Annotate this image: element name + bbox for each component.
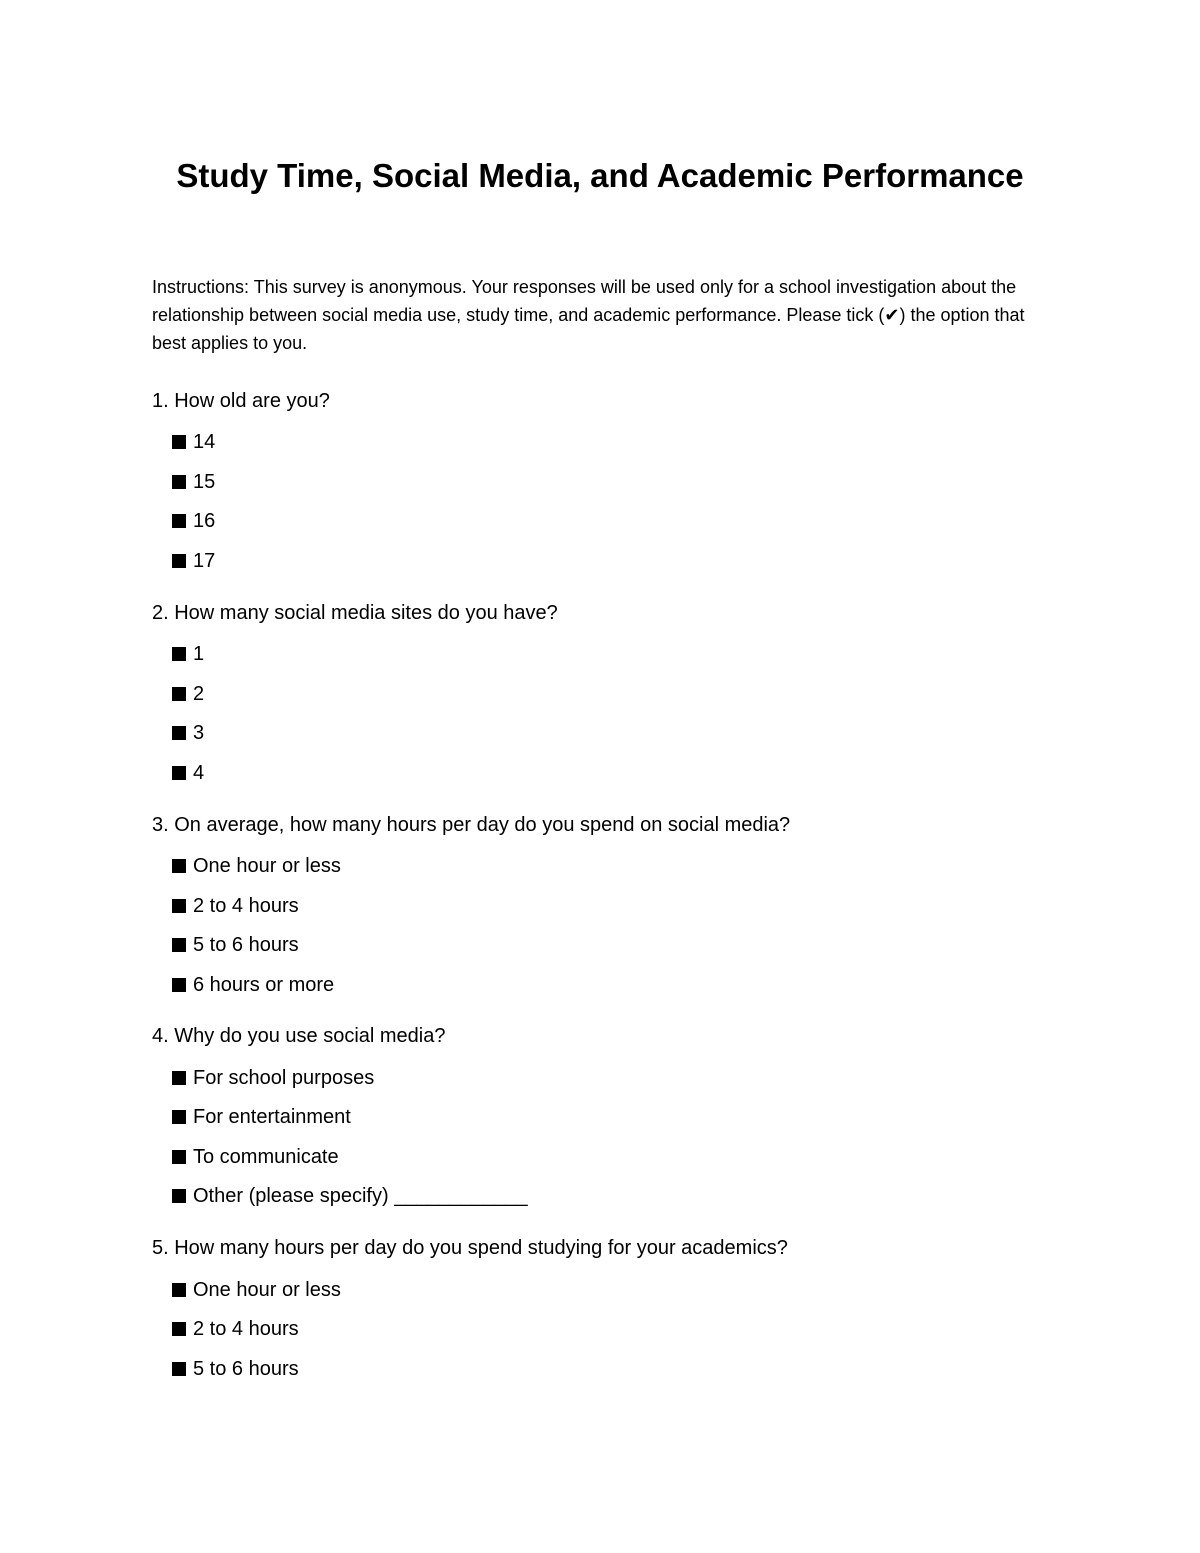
option-label: 2 to 4 hours bbox=[193, 895, 299, 917]
question-2-option[interactable] bbox=[172, 760, 204, 786]
checkbox-icon[interactable] bbox=[172, 514, 186, 528]
option-label: 3 bbox=[193, 722, 205, 744]
checkbox-icon[interactable] bbox=[172, 726, 186, 740]
option-label: 1 bbox=[193, 643, 205, 665]
checkbox-icon[interactable] bbox=[172, 554, 186, 568]
checkbox-icon[interactable] bbox=[172, 475, 186, 489]
checkbox-icon[interactable] bbox=[172, 1071, 186, 1085]
option-label: Other (please specify) ____________ bbox=[193, 1185, 528, 1207]
question-5-option[interactable] bbox=[172, 1316, 299, 1342]
checkbox-icon[interactable] bbox=[172, 1150, 186, 1164]
option-label: 2 bbox=[193, 683, 205, 705]
option-label: 17 bbox=[193, 550, 216, 572]
checkbox-icon[interactable] bbox=[172, 859, 186, 873]
question-1-option[interactable] bbox=[172, 429, 215, 455]
question-5-option[interactable] bbox=[172, 1356, 299, 1382]
question-2-option[interactable] bbox=[172, 641, 204, 667]
question-4-option[interactable] bbox=[172, 1065, 374, 1091]
question-4-option[interactable] bbox=[172, 1183, 528, 1209]
checkbox-icon[interactable] bbox=[172, 899, 186, 913]
question-4: 4. Why do you use social media? bbox=[152, 1025, 446, 1047]
question-3: 3. On average, how many hours per day do you spend on social media? bbox=[152, 814, 791, 836]
option-label: 6 hours or more bbox=[193, 974, 335, 996]
question-2: 2. How many social media sites do you have? bbox=[152, 602, 558, 624]
question-1-option[interactable] bbox=[172, 469, 215, 495]
checkbox-icon[interactable] bbox=[172, 687, 186, 701]
option-label: 14 bbox=[193, 431, 216, 453]
option-label: For entertainment bbox=[193, 1106, 351, 1128]
question-1-option[interactable] bbox=[172, 548, 215, 574]
option-label: To communicate bbox=[193, 1146, 339, 1168]
question-3-option[interactable] bbox=[172, 972, 334, 998]
checkbox-icon[interactable] bbox=[172, 766, 186, 780]
question-3-option[interactable] bbox=[172, 853, 341, 879]
question-2-option[interactable] bbox=[172, 720, 204, 746]
question-1-option[interactable] bbox=[172, 508, 215, 534]
checkbox-icon[interactable] bbox=[172, 1283, 186, 1297]
option-label: One hour or less bbox=[193, 1279, 341, 1301]
checkbox-icon[interactable] bbox=[172, 938, 186, 952]
option-label: 2 to 4 hours bbox=[193, 1318, 299, 1340]
option-label: For school purposes bbox=[193, 1067, 375, 1089]
checkbox-icon[interactable] bbox=[172, 1110, 186, 1124]
question-4-option[interactable] bbox=[172, 1104, 351, 1130]
option-label: One hour or less bbox=[193, 855, 341, 877]
checkbox-icon[interactable] bbox=[172, 647, 186, 661]
question-2-option[interactable] bbox=[172, 681, 204, 707]
option-label: 16 bbox=[193, 510, 216, 532]
question-5: 5. How many hours per day do you spend studying for your academics? bbox=[152, 1237, 788, 1259]
option-label: 5 to 6 hours bbox=[193, 934, 299, 956]
option-label: 5 to 6 hours bbox=[193, 1358, 299, 1380]
question-4-option[interactable] bbox=[172, 1144, 339, 1170]
checkbox-icon[interactable] bbox=[172, 1322, 186, 1336]
checkbox-icon[interactable] bbox=[172, 435, 186, 449]
instructions-text: Instructions: This survey is anonymous. Your responses will be used only for a school investigation about the relationship between social media use, study time, and academic performance. Please tick (✔) the option that best applies to you. bbox=[152, 277, 1025, 353]
question-3-option[interactable] bbox=[172, 932, 299, 958]
question-3-option[interactable] bbox=[172, 893, 299, 919]
question-5-option[interactable] bbox=[172, 1277, 341, 1303]
checkbox-icon[interactable] bbox=[172, 1362, 186, 1376]
question-1: 1. How old are you? bbox=[152, 390, 330, 412]
page-title: Study Time, Social Media, and Academic Performance bbox=[176, 157, 1024, 194]
checkbox-icon[interactable] bbox=[172, 1189, 186, 1203]
option-label: 4 bbox=[193, 762, 205, 784]
option-label: 15 bbox=[193, 471, 216, 493]
checkbox-icon[interactable] bbox=[172, 978, 186, 992]
